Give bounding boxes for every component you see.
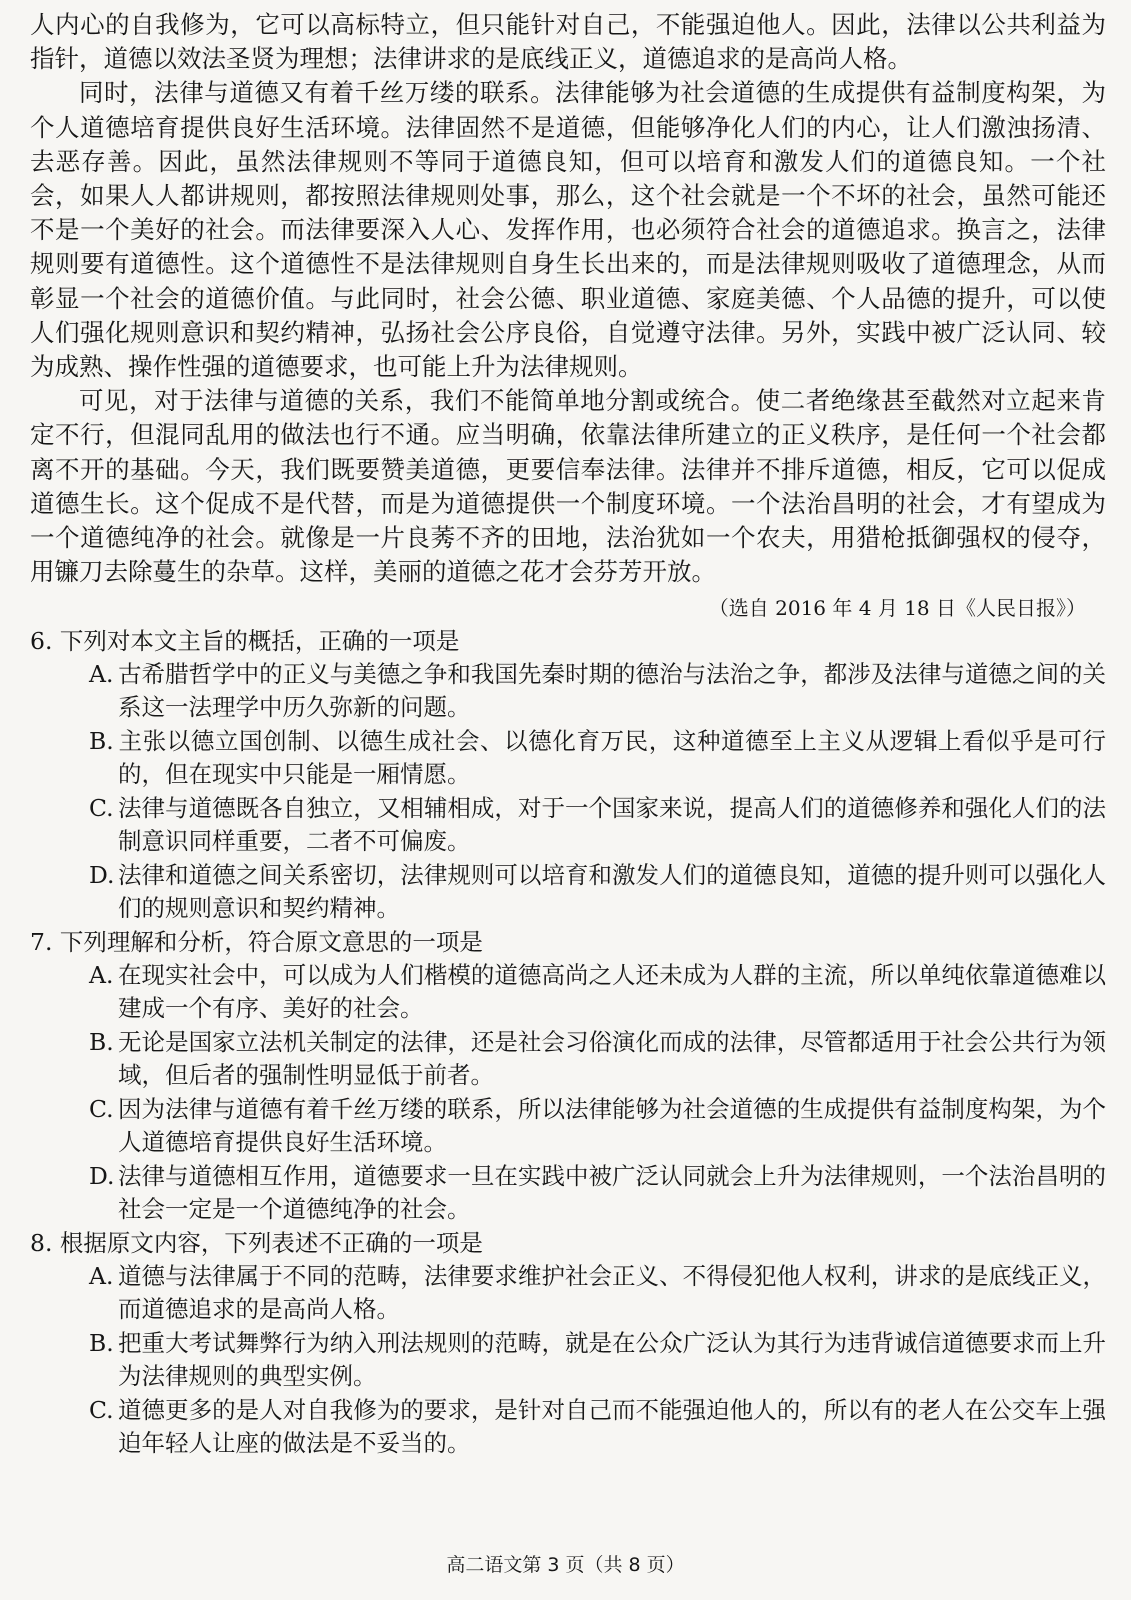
- option-letter: B.: [89, 727, 114, 756]
- option-a: [30, 1260, 1106, 1325]
- option-d: [30, 859, 1106, 924]
- option-letter: D.: [89, 1162, 115, 1191]
- exam-page: [30, 8, 1106, 1461]
- question-stem: 6. 下列对本文主旨的概括，正确的一项是: [30, 627, 460, 656]
- option-letter: C.: [89, 794, 114, 823]
- option-letter: C.: [89, 1095, 114, 1124]
- option-text: 把重大考试舞弊行为纳入刑法规则的范畴，就是在公众广泛认为其行为违背诚信道德要求而上升为法律规则的典型实例。: [118, 1329, 1106, 1390]
- option-text: 法律与道德既各自独立，又相辅相成，对于一个国家来说，提高人们的道德修养和强化人们的法制意识同样重要，二者不可偏废。: [118, 794, 1106, 855]
- option-text: 主张以德立国创制、以德生成社会、以德化育万民，这种道德至上主义从逻辑上看似乎是可行的，但在现实中只能是一厢情愿。: [118, 727, 1106, 788]
- option-letter: C.: [89, 1396, 114, 1425]
- option-text: 古希腊哲学中的正义与美德之争和我国先秦时期的德治与法治之争，都涉及法律与道德之间的关系这一法理学中历久弥新的问题。: [118, 660, 1106, 721]
- option-b: [30, 1026, 1106, 1091]
- option-letter: B.: [89, 1329, 114, 1358]
- option-d: [30, 1160, 1106, 1225]
- option-c: [30, 792, 1106, 857]
- question-6: [30, 625, 1106, 924]
- question-stem: 7. 下列理解和分析，符合原文意思的一项是: [30, 928, 483, 957]
- option-letter: A.: [89, 961, 114, 990]
- option-letter: A.: [89, 660, 114, 689]
- question-7: [30, 926, 1106, 1225]
- option-text: 因为法律与道德有着千丝万缕的联系，所以法律能够为社会道德的生成提供有益制度构架，为个人道德培育提供良好生活环境。: [118, 1095, 1106, 1156]
- option-a: [30, 658, 1106, 723]
- source-citation: （选自 2016 年 4 月 18 日《人民日报》）: [708, 596, 1086, 621]
- question-8: [30, 1227, 1106, 1459]
- passage-paragraph-1: 人内心的自我修为，它可以高标特立，但只能针对自己，不能强迫他人。因此，法律以公共利益为指针，道德以效法圣贤为理想；法律讲求的是底线正义，道德追求的是高尚人格。: [30, 10, 1106, 74]
- option-text: 在现实社会中，可以成为人们楷模的道德高尚之人还未成为人群的主流，所以单纯依靠道德难以建成一个有序、美好的社会。: [118, 961, 1106, 1022]
- passage-paragraph-3: 可见，对于法律与道德的关系，我们不能简单地分割或统合。使二者绝缘甚至截然对立起来肯定不行，但混同乱用的做法也行不通。应当明确，依靠法律所建立的正义秩序，是任何一个社会都离不开的基础。今天，我们既要赞美道德，更要信奉法律。法律并不排斥道德，相反，它可以促成道德生长。这个促成不是代替，而是为道德提供一个制度环境。一个法治昌明的社会，才有望成为一个道德纯净的社会。就像是一片良莠不齐的田地，法治犹如一个农夫，用猎枪抵御强权的侵夺，用镰刀去除蔓生的杂草。这样，美丽的道德之花才会芬芳开放。: [30, 386, 1106, 587]
- option-b: [30, 725, 1106, 790]
- option-letter: A.: [89, 1262, 114, 1291]
- option-text: 道德更多的是人对自我修为的要求，是针对自己而不能强迫他人的，所以有的老人在公交车上强迫年轻人让座的做法是不妥当的。: [118, 1396, 1106, 1457]
- passage-paragraph-2: 同时，法律与道德又有着千丝万缕的联系。法律能够为社会道德的生成提供有益制度构架，为个人道德培育提供良好生活环境。法律固然不是道德，但能够净化人们的内心，让人们激浊扬清、去恶存善。因此，虽然法律规则不等同于道德良知，但可以培育和激发人们的道德良知。一个社会，如果人人都讲规则，都按照法律规则处事，那么，这个社会就是一个不坏的社会，虽然可能还不是一个美好的社会。而法律要深入人心、发挥作用，也必须符合社会的道德追求。换言之，法律规则要有道德性。这个道德性不是法律规则自身生长出来的，而是法律规则吸收了道德理念，从而彰显一个社会的道德价值。与此同时，社会公德、职业道德、家庭美德、个人品德的提升，可以使人们强化规则意识和契约精神，弘扬社会公序良俗，自觉遵守法律。另外，实践中被广泛认同、较为成熟、操作性强的道德要求，也可能上升为法律规则。: [30, 78, 1106, 382]
- option-text: 法律与道德相互作用，道德要求一旦在实践中被广泛认同就会上升为法律规则，一个法治昌明的社会一定是一个道德纯净的社会。: [118, 1162, 1106, 1223]
- page-footer: 高二语文第 3 页（共 8 页）: [446, 1554, 685, 1576]
- option-letter: B.: [89, 1028, 114, 1057]
- option-text: 道德与法律属于不同的范畴，法律要求维护社会正义、不得侵犯他人权利，讲求的是底线正义，而道德追求的是高尚人格。: [118, 1262, 1106, 1323]
- option-c: [30, 1093, 1106, 1158]
- option-c: [30, 1394, 1106, 1459]
- option-a: [30, 959, 1106, 1024]
- option-b: [30, 1327, 1106, 1392]
- question-stem: 8. 根据原文内容，下列表述不正确的一项是: [30, 1229, 483, 1258]
- option-text: 无论是国家立法机关制定的法律，还是社会习俗演化而成的法律，尽管都适用于社会公共行为领域，但后者的强制性明显低于前者。: [118, 1028, 1106, 1089]
- option-letter: D.: [89, 861, 115, 890]
- option-text: 法律和道德之间关系密切，法律规则可以培育和激发人们的道德良知，道德的提升则可以强化人们的规则意识和契约精神。: [118, 861, 1106, 922]
